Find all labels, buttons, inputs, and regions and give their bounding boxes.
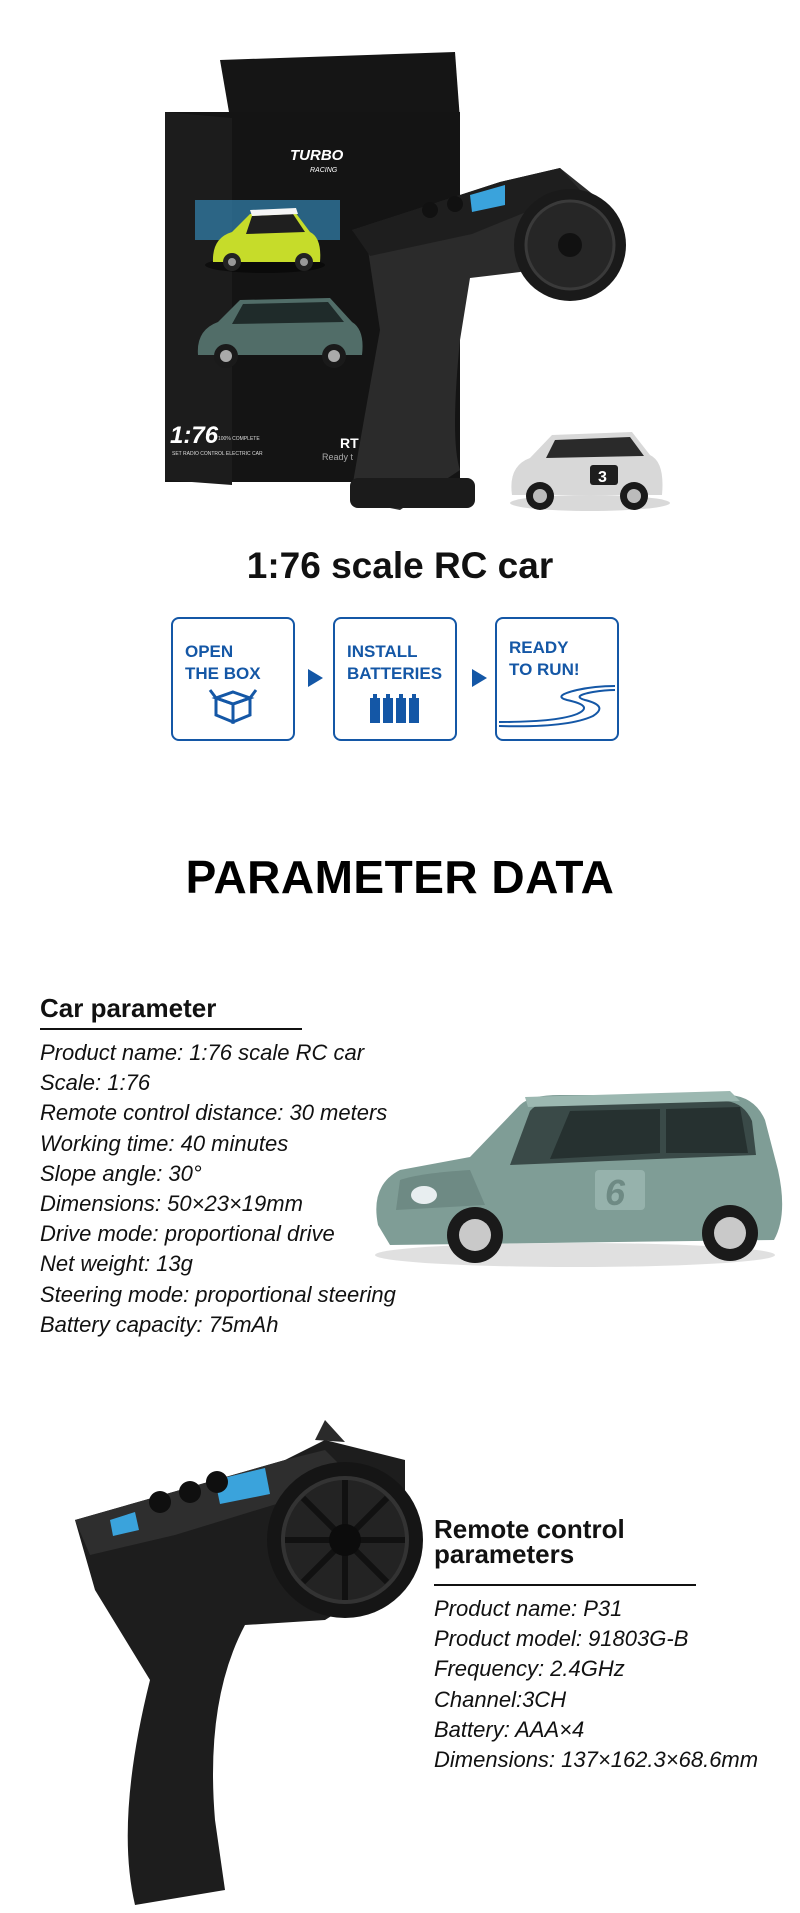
spec-item: Battery: AAA×4 (434, 1716, 585, 1742)
box-rtr-text: RT (340, 435, 359, 451)
spec-item: Remote control distance: 30 meters (40, 1100, 388, 1126)
battery-icon (335, 692, 455, 729)
divider (434, 1584, 696, 1586)
hero-product-image (0, 0, 800, 540)
transmitter-image (55, 1420, 425, 1910)
road-icon (497, 678, 617, 733)
box-icon (173, 682, 293, 729)
car-parameter-heading: Car parameter (40, 993, 217, 1023)
divider (40, 1028, 302, 1030)
product-title: 1:76 scale RC car (246, 545, 554, 586)
step-label: INSTALL BATTERIES (347, 642, 443, 683)
box-complete-text: 100% COMPLETE (218, 436, 260, 442)
section-title: PARAMETER DATA (185, 851, 615, 903)
spec-item: Frequency: 2.4GHz (434, 1656, 625, 1682)
step-open-box (171, 617, 295, 741)
box-ready-text: Ready t (322, 452, 354, 462)
spec-item: Channel:3CH (434, 1686, 567, 1712)
box-caption-text: SET RADIO CONTROL ELECTRIC CAR (172, 451, 263, 457)
silver-car-number: 3 (598, 469, 607, 486)
spec-item: Steering mode: proportional steering (40, 1281, 396, 1307)
spec-item: Dimensions: 50×23×19mm (40, 1191, 303, 1217)
spec-item: Slope angle: 30° (40, 1160, 202, 1186)
step-label: OPEN THE BOX (185, 642, 261, 683)
spec-item: Working time: 40 minutes (40, 1130, 289, 1156)
step-label: READY TO RUN! (509, 638, 580, 679)
step-arrow-icon (472, 669, 487, 687)
green-car-number: 6 (605, 1172, 626, 1213)
spec-item: Scale: 1:76 (40, 1070, 151, 1096)
remote-spec-list (434, 1594, 794, 1775)
spec-item: Net weight: 13g (40, 1251, 193, 1277)
box-brand-sub-text: RACING (310, 167, 338, 174)
green-car-image (360, 1075, 790, 1275)
step-install-batteries (333, 617, 457, 741)
step-arrow-icon (308, 669, 323, 687)
spec-item: Product name: 1:76 scale RC car (40, 1040, 365, 1065)
silver-car-icon (510, 432, 670, 511)
step-ready-to-run (495, 617, 619, 741)
spec-item: Product name: P31 (434, 1596, 623, 1621)
spec-item: Battery capacity: 75mAh (40, 1311, 279, 1337)
box-brand-text: TURBO (290, 147, 344, 164)
box-scale-text: 1:76 (170, 422, 219, 449)
spec-item: Dimensions: 137×162.3×68.6mm (434, 1747, 759, 1773)
remote-parameter-heading: Remote control parameters (434, 1514, 625, 1569)
spec-item: Drive mode: proportional drive (40, 1221, 335, 1247)
spec-item: Product model: 91803G-B (434, 1626, 689, 1652)
